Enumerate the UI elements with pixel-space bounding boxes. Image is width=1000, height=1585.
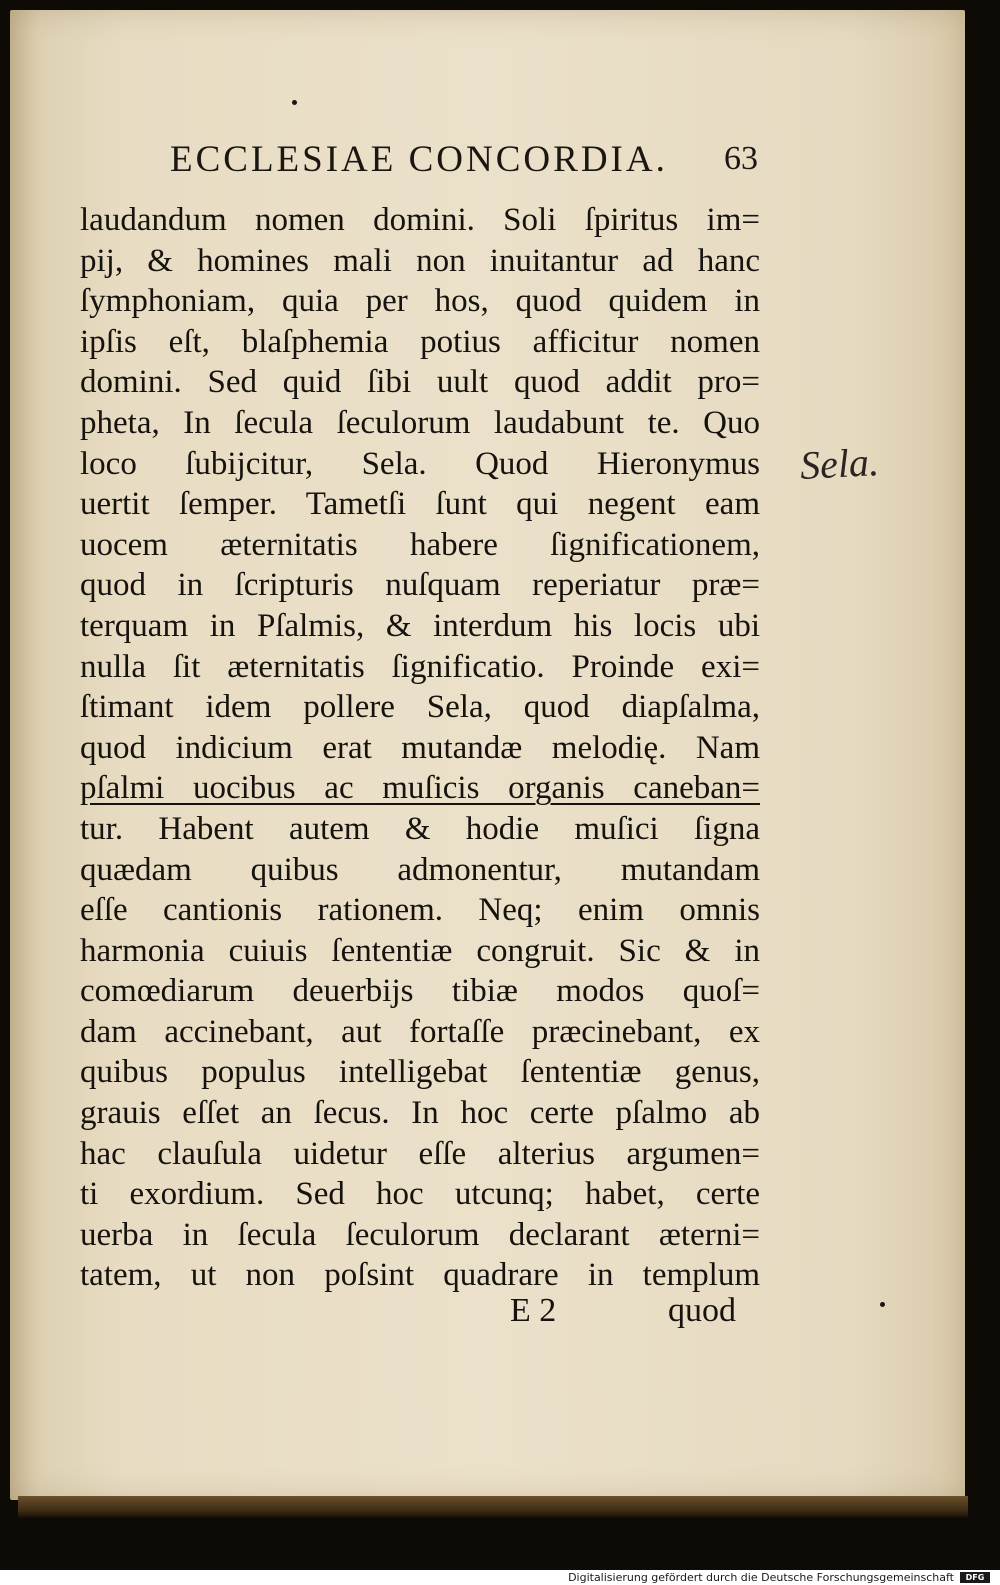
- text-line: nulla ſit æternitatis ſignificatio. Proinde exi=: [80, 648, 760, 685]
- text-line: ipſis eſt, blaſphemia potius afficitur nomen: [80, 323, 760, 360]
- text-line: domini. Sed quid ſibi uult quod addit pro=: [80, 364, 760, 401]
- text-line: hac clauſula uidetur eſſe alterius argumen=: [80, 1135, 760, 1172]
- running-head-title: ECCLESIAE CONCORDIA.: [170, 139, 668, 180]
- ink-dot-mark: [880, 1302, 885, 1307]
- text-line: quod indicium erat mutandæ melodię. Nam: [80, 729, 760, 766]
- text-line: eſſe cantionis rationem. Neq; enim omnis: [80, 892, 760, 929]
- signature-mark: E 2: [510, 1292, 557, 1329]
- text-line: ſtimant idem pollere Sela, quod diapſalma,: [80, 689, 760, 726]
- text-line: uocem æternitatis habere ſignificationem,: [80, 526, 760, 563]
- text-line-underlined: pſalmi uocibus ac muſicis organis caneban=: [80, 770, 760, 807]
- text-line: quod in ſcripturis nuſquam reperiatur præ=: [80, 567, 760, 604]
- page-bottom-edge: [18, 1496, 968, 1518]
- text-line: tur. Habent autem & hodie muſici ſigna: [80, 810, 760, 847]
- text-line: pij, & homines mali non inuitantur ad hanc: [80, 242, 760, 279]
- handwritten-margin-note: Sela.: [798, 438, 880, 489]
- text-line: loco ſubijcitur, Sela. Quod Hieronymus: [80, 445, 760, 482]
- digitization-footer: [0, 1570, 1000, 1585]
- text-line: comœdiarum deuerbijs tibiæ modos quoſ=: [80, 973, 760, 1010]
- text-line: ti exordium. Sed hoc utcunq; habet, certe: [80, 1176, 760, 1213]
- text-line: tatem, ut non poſsint quadrare in templum: [80, 1257, 760, 1294]
- page-number: 63: [724, 140, 758, 177]
- text-line: dam accinebant, aut fortaſſe præcinebant, ex: [80, 1013, 760, 1050]
- body-text: [80, 200, 760, 1296]
- ink-dot-mark: [292, 100, 297, 105]
- text-line: pheta, In ſecula ſeculorum laudabunt te. Quo: [80, 404, 760, 441]
- footer-credit: Digitalisierung gefördert durch die Deutsche Forschungsgemeinschaft: [568, 1571, 954, 1584]
- text-line: harmonia cuiuis ſententiæ congruit. Sic & in: [80, 932, 760, 969]
- text-line: grauis eſſet an ſecus. In hoc certe pſalmo ab: [80, 1095, 760, 1132]
- text-line: terquam in Pſalmis, & interdum his locis ubi: [80, 607, 760, 644]
- text-line: quibus populus intelligebat ſententiæ genus,: [80, 1054, 760, 1091]
- catchword: quod: [668, 1292, 736, 1329]
- text-line: uerba in ſecula ſeculorum declarant æterni=: [80, 1216, 760, 1253]
- text-line: uertit ſemper. Tametſi ſunt qui negent eam: [80, 486, 760, 523]
- text-line: quædam quibus admonentur, mutandam: [80, 851, 760, 888]
- text-line: ſymphoniam, quia per hos, quod quidem in: [80, 283, 760, 320]
- text-line: laudandum nomen domini. Soli ſpiritus im=: [80, 202, 760, 238]
- dfg-logo: DFG: [960, 1572, 990, 1583]
